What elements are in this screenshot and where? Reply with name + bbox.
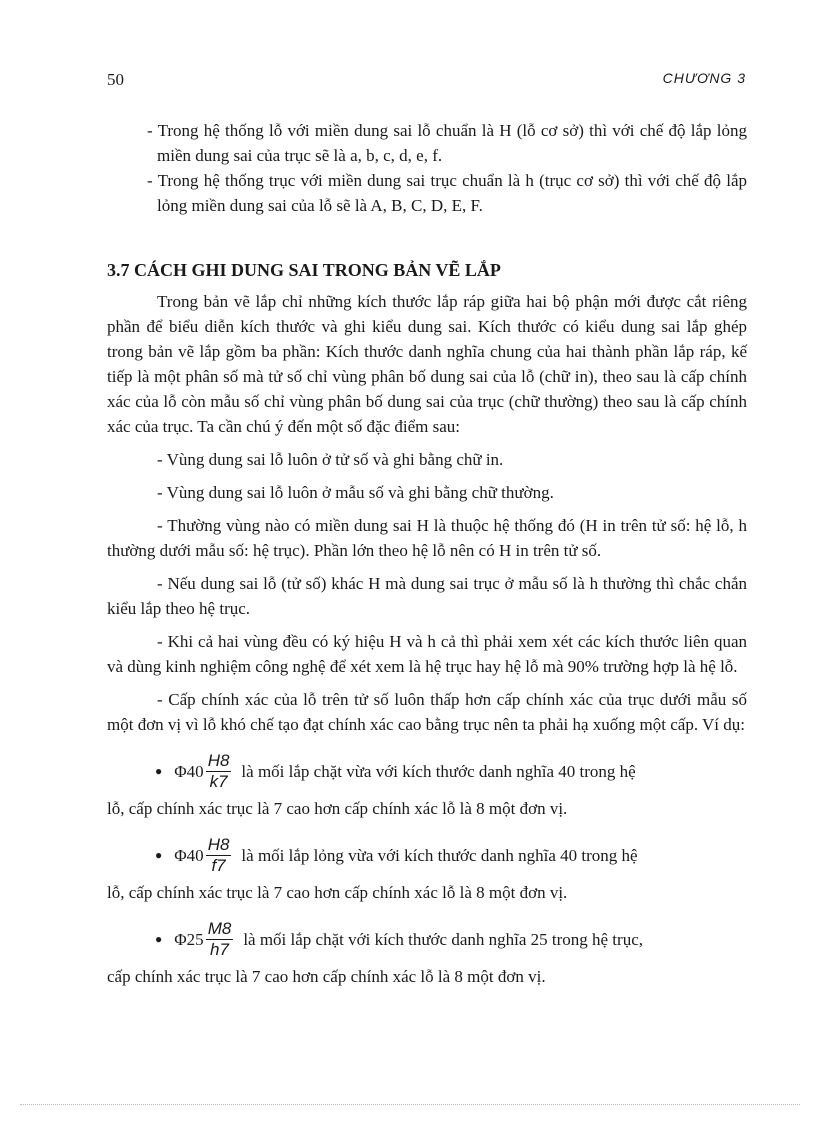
page-body [107,118,747,995]
example [107,751,747,821]
fraction-numerator: H8 [207,835,230,854]
intro-bullet: - Trong hệ thống trục với miền dung sai trục chuẩn là h (trục cơ sở) thì với chế độ lắp lỏng miền dung sai của lỗ sẽ là A, B, C, D, E, F. [147,171,747,215]
example-size: Φ40 [174,762,204,781]
list-item: - Khi cả hai vùng đều có ký hiệu H và h cả thì phải xem xét các kích thước liên quan và dùng kinh nghiệm công nghệ để xét xem là hệ trục hay hệ lỗ mà 90% trường hợp là hệ lỗ. [107,632,747,676]
fraction-denominator: h7 [210,940,229,959]
fraction-denominator: k7 [209,772,228,791]
example [107,835,747,905]
fraction-numerator: M8 [207,919,232,938]
fit-fraction [206,835,232,876]
list-item: - Vùng dung sai lỗ luôn ở mẫu số và ghi bằng chữ thường. [157,483,554,502]
example-size: Φ25 [174,930,204,949]
bullet-icon: ● [155,848,163,862]
bullet-icon: ● [155,764,163,778]
list-item: - Nếu dung sai lỗ (tử số) khác H mà dung sai trục ở mẫu số là h thường thì chắc chắn kiểu lắp theo hệ trục. [107,574,747,618]
example [107,919,747,989]
list-item: - Cấp chính xác của lỗ trên tử số luôn thấp hơn cấp chính xác của trục dưới mẫu số một đơn vị vì lỗ khó chế tạo đạt chính xác cao bằng trục nên ta phải hạ xuống một cấp. Ví dụ: [107,690,747,734]
footer-divider [20,1104,800,1105]
fraction-denominator: f7 [211,856,226,875]
fit-fraction [206,751,232,792]
example-continuation: cấp chính xác trục là 7 cao hơn cấp chính xác lỗ là 8 một đơn vị. [107,967,546,986]
page-number: 50 [107,70,124,89]
intro-bullet: - Trong hệ thống lỗ với miền dung sai lỗ chuẩn là H (lỗ cơ sở) thì với chế độ lắp lỏng miền dung sai của trục sẽ là a, b, c, d, e, f. [147,121,747,165]
example-text: là mối lắp chặt vừa với kích thước danh nghĩa 40 trong hệ [241,762,636,781]
fit-fraction [206,919,234,960]
example-continuation: lỗ, cấp chính xác trục là 7 cao hơn cấp chính xác lỗ là 8 một đơn vị. [107,799,568,818]
example-text: là mối lắp lỏng vừa với kích thước danh nghĩa 40 trong hệ [241,846,638,865]
section-paragraph: Trong bản vẽ lắp chỉ những kích thước lắp ráp giữa hai bộ phận mới được cắt riêng phần để biểu diễn kích thước và ghi kiểu dung sai. Kích thước có kiểu dung sai lắp ghép trong bản vẽ lắp gồm ba phần: Kích thước danh nghĩa chung của hai thành phần lắp ráp, kế tiếp là một phân số mà tử số chỉ vùng phân bố dung sai của lỗ (chữ in), theo sau là cấp chính xác của lỗ còn mẫu số chỉ vùng phân bố dung sai của trục (chữ thường) theo sau là cấp chính xác của trục. Ta cần chú ý đến một số đặc điểm sau: [107,292,747,436]
chapter-header: CHƯƠNG 3 [662,70,746,86]
example-size: Φ40 [174,846,204,865]
example-text: là mối lắp chặt với kích thước danh nghĩa 25 trong hệ trục, [243,930,643,949]
list-item: - Thường vùng nào có miền dung sai H là thuộc hệ thống đó (H in trên tử số: hệ lỗ, h thường dưới mẫu số: hệ trục). Phần lớn theo hệ lỗ nên có H in trên tử số. [107,516,747,560]
bullet-icon: ● [155,932,163,946]
fraction-numerator: H8 [207,751,230,770]
example-continuation: lỗ, cấp chính xác trục là 7 cao hơn cấp chính xác lỗ là 8 một đơn vị. [107,883,568,902]
section-title: 3.7 CÁCH GHI DUNG SAI TRONG BẢN VẼ LẮP [107,260,501,280]
list-item: - Vùng dung sai lỗ luôn ở tử số và ghi bằng chữ in. [157,450,504,469]
